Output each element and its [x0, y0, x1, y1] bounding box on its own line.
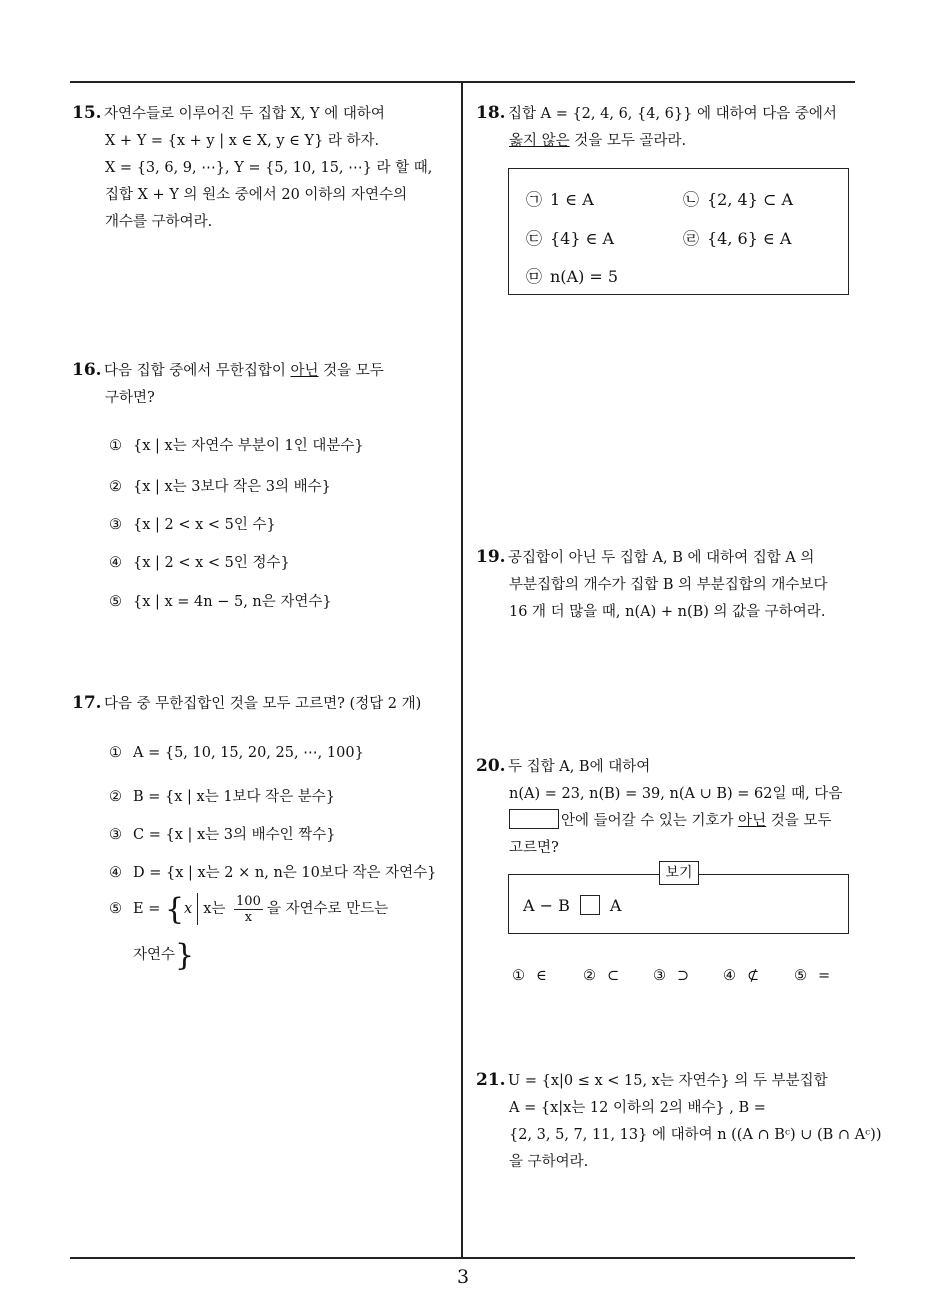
statement-5: ㉤ n(A) = 5: [526, 267, 619, 286]
statement-3: ㉢ {4} ∈ A: [526, 229, 615, 248]
question-text: X = {3, 6, 9, ⋯}, Y = {5, 10, 15, ⋯} 라 할 때,: [105, 160, 433, 176]
choice-3[interactable]: ③ ⊃: [653, 968, 690, 984]
choice-5[interactable]: ⑤ E = {x x는 $\frac{100}{x}$ 을 자연수로 만드는: [109, 892, 389, 927]
blank-box: [509, 809, 559, 829]
underlined-word: 옳지 않은: [509, 133, 570, 149]
question-text: 개수를 구하여라.: [105, 214, 213, 230]
statement-1: ㉠ 1 ∈ A: [526, 190, 594, 209]
right-brace: }: [175, 938, 195, 973]
question-text: 구하면?: [105, 390, 155, 406]
underlined-word: 아닌: [290, 363, 319, 379]
choice-1[interactable]: ① ∈: [512, 968, 547, 984]
question-text: 집합 A = {2, 4, 6, {4, 6}} 에 대하여 다음 중에서: [508, 106, 837, 122]
choice-2[interactable]: ② B = {x | x는 1보다 작은 분수}: [109, 789, 336, 805]
question-21: [476, 1067, 882, 1176]
bogi-label: 보기: [659, 861, 699, 885]
question-number: 18.: [476, 103, 506, 123]
question-20: 20. 두 집합 A, B에 대하여 n(A) = 23, n(B) = 39, n(A ∪ B) = 62일 때, 다음 안에 들어갈 수 있는 기호가 아닌 것을 모두 고르면?: [476, 753, 851, 862]
page-number: 3: [456, 1266, 470, 1288]
choice-5[interactable]: ⑤ {x | x = 4n − 5, n은 자연수}: [109, 594, 332, 610]
set-bar: [197, 893, 198, 925]
choice-3[interactable]: ③ C = {x | x는 3의 배수인 짝수}: [109, 827, 336, 843]
question-text: U = {x|0 ≤ x < 15, x는 자연수} 의 두 부분집합: [508, 1073, 828, 1089]
choice-3[interactable]: ③ {x | 2 < x < 5인 수}: [109, 517, 276, 533]
question-number: 21.: [476, 1070, 506, 1090]
question-number: 20.: [476, 756, 506, 776]
choice-1[interactable]: ① A = {5, 10, 15, 20, 25, ⋯, 100}: [109, 745, 364, 761]
question-18: 18. 집합 A = {2, 4, 6, {4, 6}} 에 대하여 다음 중에서 옳지 않은 것을 모두 골라라.: [476, 100, 851, 155]
column-divider: [461, 82, 463, 1258]
blank-square: [580, 895, 600, 915]
question-text: {2, 3, 5, 7, 11, 13} 에 대하여 n ((A ∩ Bᶜ) ∪ (B ∩ Aᶜ)): [509, 1127, 882, 1143]
statement-4: ㉣ {4, 6} ∈ A: [683, 229, 792, 248]
question-text: 집합 X + Y 의 원소 중에서 20 이하의 자연수의: [105, 187, 408, 203]
question-number: 19.: [476, 547, 506, 567]
question-text: 공집합이 아닌 두 집합 A, B 에 대하여 집합 A 의: [508, 550, 815, 566]
choice-5[interactable]: ⑤ =: [794, 968, 831, 984]
question-number: 15.: [72, 103, 102, 123]
question-text: X + Y = {x + y | x ∈ X, y ∈ Y} 라 하자.: [105, 133, 380, 149]
statement-2: ㉡ {2, 4} ⊂ A: [683, 190, 794, 209]
question-text: A = {x|x는 12 이하의 2의 배수} , B =: [509, 1100, 766, 1116]
choice-4[interactable]: ④ ⊄: [723, 968, 760, 984]
fraction: $\frac{100}{x}$: [236, 893, 261, 925]
question-number: 16.: [72, 360, 102, 380]
choice-4[interactable]: ④ {x | 2 < x < 5인 정수}: [109, 555, 290, 571]
underlined-word: 아닌: [738, 813, 767, 829]
question-19: [476, 544, 851, 626]
question-text: 부분집합의 개수가 집합 B 의 부분집합의 개수보다: [509, 577, 828, 593]
bottom-rule: [70, 1257, 855, 1259]
statements-box: [508, 168, 849, 295]
question-16: 16. 다음 집합 중에서 무한집합이 아닌 것을 모두 구하면?: [72, 357, 452, 412]
question-number: 17.: [72, 693, 102, 713]
question-text: 을 구하여라.: [509, 1154, 589, 1170]
question-text: 다음 중 무한집합인 것을 모두 고르면? (정답 2 개): [104, 696, 422, 712]
question-text: n(A) = 23, n(B) = 39, n(A ∪ B) = 62일 때, 다음: [509, 786, 843, 802]
choice-5-continued: 자연수}: [133, 938, 195, 973]
question-text: 16 개 더 많을 때, n(A) + n(B) 의 값을 구하여라.: [509, 604, 826, 620]
choice-4[interactable]: ④ D = {x | x는 2 × n, n은 10보다 작은 자연수}: [109, 865, 437, 881]
bogi-expression: A − B A: [523, 896, 622, 915]
choice-2[interactable]: ② ⊂: [583, 968, 620, 984]
question-17: [72, 690, 452, 718]
choice-2[interactable]: ② {x | x는 3보다 작은 3의 배수}: [109, 479, 331, 495]
question-15: [72, 100, 452, 236]
question-text: 두 집합 A, B에 대하여: [508, 759, 651, 775]
left-brace: {: [164, 892, 185, 927]
question-text: 자연수들로 이루어진 두 집합 X, Y 에 대하여: [104, 106, 385, 122]
choice-1[interactable]: ① {x | x는 자연수 부분이 1인 대분수}: [109, 438, 364, 454]
question-text: 고르면?: [509, 840, 559, 856]
